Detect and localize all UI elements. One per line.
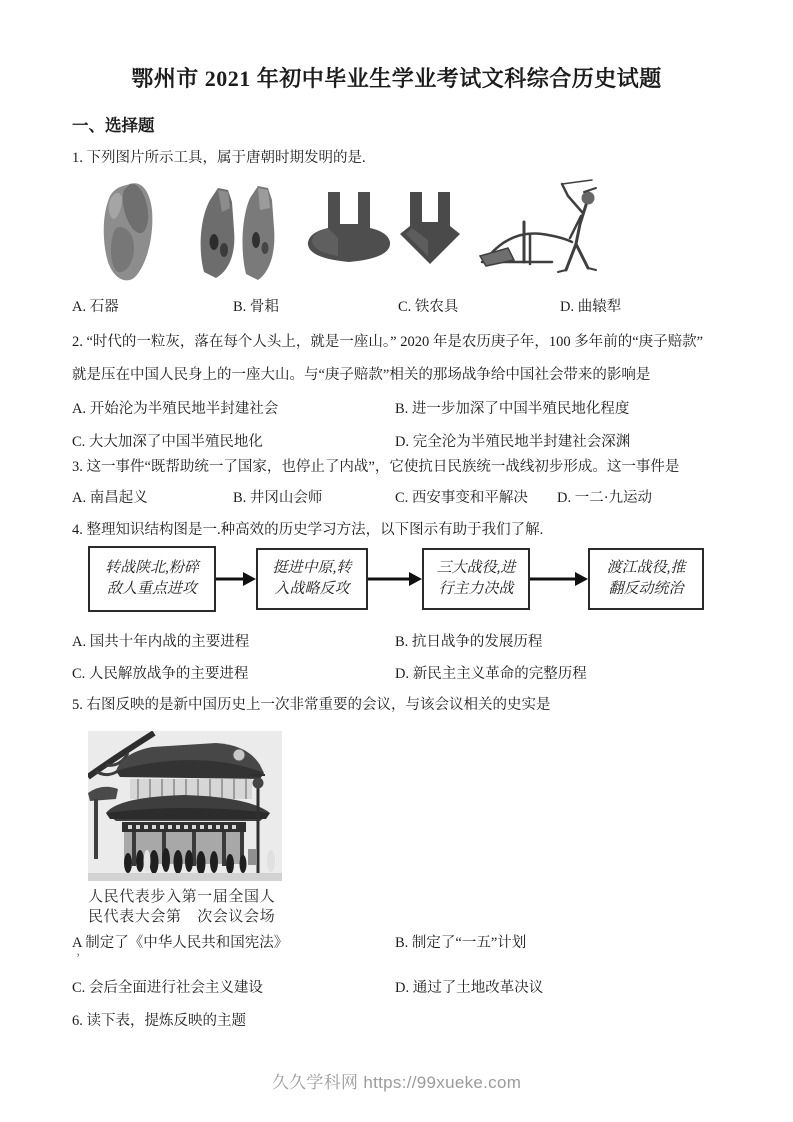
q3-option-a: A. 南昌起义 xyxy=(72,490,148,506)
flow-box-4-line1: 渡江战役,推 xyxy=(606,560,686,576)
q1-option-d: D. 曲辕犁 xyxy=(560,299,622,315)
flow-arrow-2-icon xyxy=(368,571,422,587)
flow-box-1-line1: 转战陕北,粉碎 xyxy=(105,560,199,576)
flow-box-1 xyxy=(88,546,216,612)
question-1-images xyxy=(72,178,722,297)
question-4-stem: 4. 整理知识结构图是一.种高效的历史学习方法，以下图示有助于我们了解. xyxy=(72,522,544,538)
flow-box-4 xyxy=(588,548,704,610)
section-heading: 一、选择题 xyxy=(72,116,155,135)
flow-box-3 xyxy=(422,548,530,610)
question-5-options-row2 xyxy=(72,976,732,996)
iron-farm-tools-image xyxy=(308,192,460,264)
q3-option-c: C. 西安事变和平解决 xyxy=(395,490,528,506)
q3-option-d: D. 一二·九运动 xyxy=(557,490,653,506)
q2-option-b: B. 进一步加深了中国半殖民地化程度 xyxy=(395,401,630,417)
question-3-options xyxy=(72,486,732,506)
flow-box-3-line1: 三大战役,进 xyxy=(436,560,516,576)
flow-box-2-line2: 入战略反攻 xyxy=(274,581,350,597)
question-1-options xyxy=(72,295,732,315)
q5-option-a: A 制定了《中华人民共和国宪法》 xyxy=(72,935,289,951)
q4-option-b: B. 抗日战争的发展历程 xyxy=(395,634,543,650)
q1-option-c: C. 铁农具 xyxy=(398,299,459,315)
q5-option-d: D. 通过了土地改革决议 xyxy=(395,980,544,996)
flow-box-4-line2: 翻反动统治 xyxy=(608,581,684,597)
curved-shaft-plow-image xyxy=(480,180,596,272)
question-5-photo-block xyxy=(88,731,284,926)
page-title: 鄂州市 2021 年初中毕业生学业考试文科综合历史试题 xyxy=(131,66,662,91)
flow-box-3-line2: 行主力决战 xyxy=(438,581,514,597)
q2-option-a: A. 开始沦为半殖民地半封建社会 xyxy=(72,401,279,417)
flow-arrow-3-icon xyxy=(530,571,588,587)
first-national-peoples-congress-photo xyxy=(88,731,282,881)
knowledge-structure-diagram xyxy=(88,546,704,612)
question-3-stem: 3. 这一事件“既帮助统一了国家，也停止了内战”，它使抗日民族统一战线初步形成。这一事件是 xyxy=(72,459,680,475)
scan-stray-mark: ’ xyxy=(76,950,81,965)
q3-option-b: B. 井冈山会师 xyxy=(233,490,323,506)
q4-option-c: C. 人民解放战争的主要进程 xyxy=(72,666,249,682)
question-2-stem-line2: 就是压在中国人民身上的一座大山。与“庚子赔款”相关的那场战争给中国社会带来的影响是 xyxy=(72,367,651,383)
flow-box-1-line2: 敌人重点进攻 xyxy=(106,581,197,597)
q4-option-a: A. 国共十年内战的主要进程 xyxy=(72,634,250,650)
q2-option-d: D. 完全沦为半殖民地半封建社会深渊 xyxy=(395,434,631,450)
question-2-stem-line1: 2. “时代的一粒灰，落在每个人头上，就是一座山。” 2020 年是农历庚子年，100 多年前的“庚子赔款” xyxy=(72,334,704,350)
question-5-stem: 5. 右图反映的是新中国历史上一次非常重要的会议，与该会议相关的史实是 xyxy=(72,697,551,713)
stone-tool-image xyxy=(104,183,153,280)
flow-box-2 xyxy=(256,548,368,610)
photo-caption-line2: 民代表大会第 次会议会场 xyxy=(88,909,276,925)
q5-option-c: C. 会后全面进行社会主义建设 xyxy=(72,980,263,996)
photo-caption-line1: 人民代表步入第一届全国人 xyxy=(88,889,276,905)
q4-option-d: D. 新民主主义革命的完整历程 xyxy=(395,666,587,682)
question-6-stem: 6. 读下表，提炼反映的主题 xyxy=(72,1013,246,1029)
question-4-options-row1 xyxy=(72,630,732,650)
q1-option-a: A. 石器 xyxy=(72,299,119,315)
flow-box-2-line1: 挺进中原,转 xyxy=(272,560,352,576)
question-2-options-row2 xyxy=(72,430,732,450)
question-2-options-row1 xyxy=(72,397,732,417)
question-5-options-row1 xyxy=(72,931,732,951)
q1-option-b: B. 骨耜 xyxy=(233,299,279,315)
q5-option-b: B. 制定了“一五”计划 xyxy=(395,935,527,951)
question-1-stem: 1. 下列图片所示工具，属于唐朝时期发明的是. xyxy=(72,150,366,166)
flow-arrow-1-icon xyxy=(216,571,256,587)
question-4-options-row2 xyxy=(72,662,732,682)
q2-option-c: C. 大大加深了中国半殖民地化 xyxy=(72,434,263,450)
bone-si-tools-image xyxy=(201,186,275,280)
watermark: 久久学科网 https://99xueke.com xyxy=(271,1073,522,1092)
